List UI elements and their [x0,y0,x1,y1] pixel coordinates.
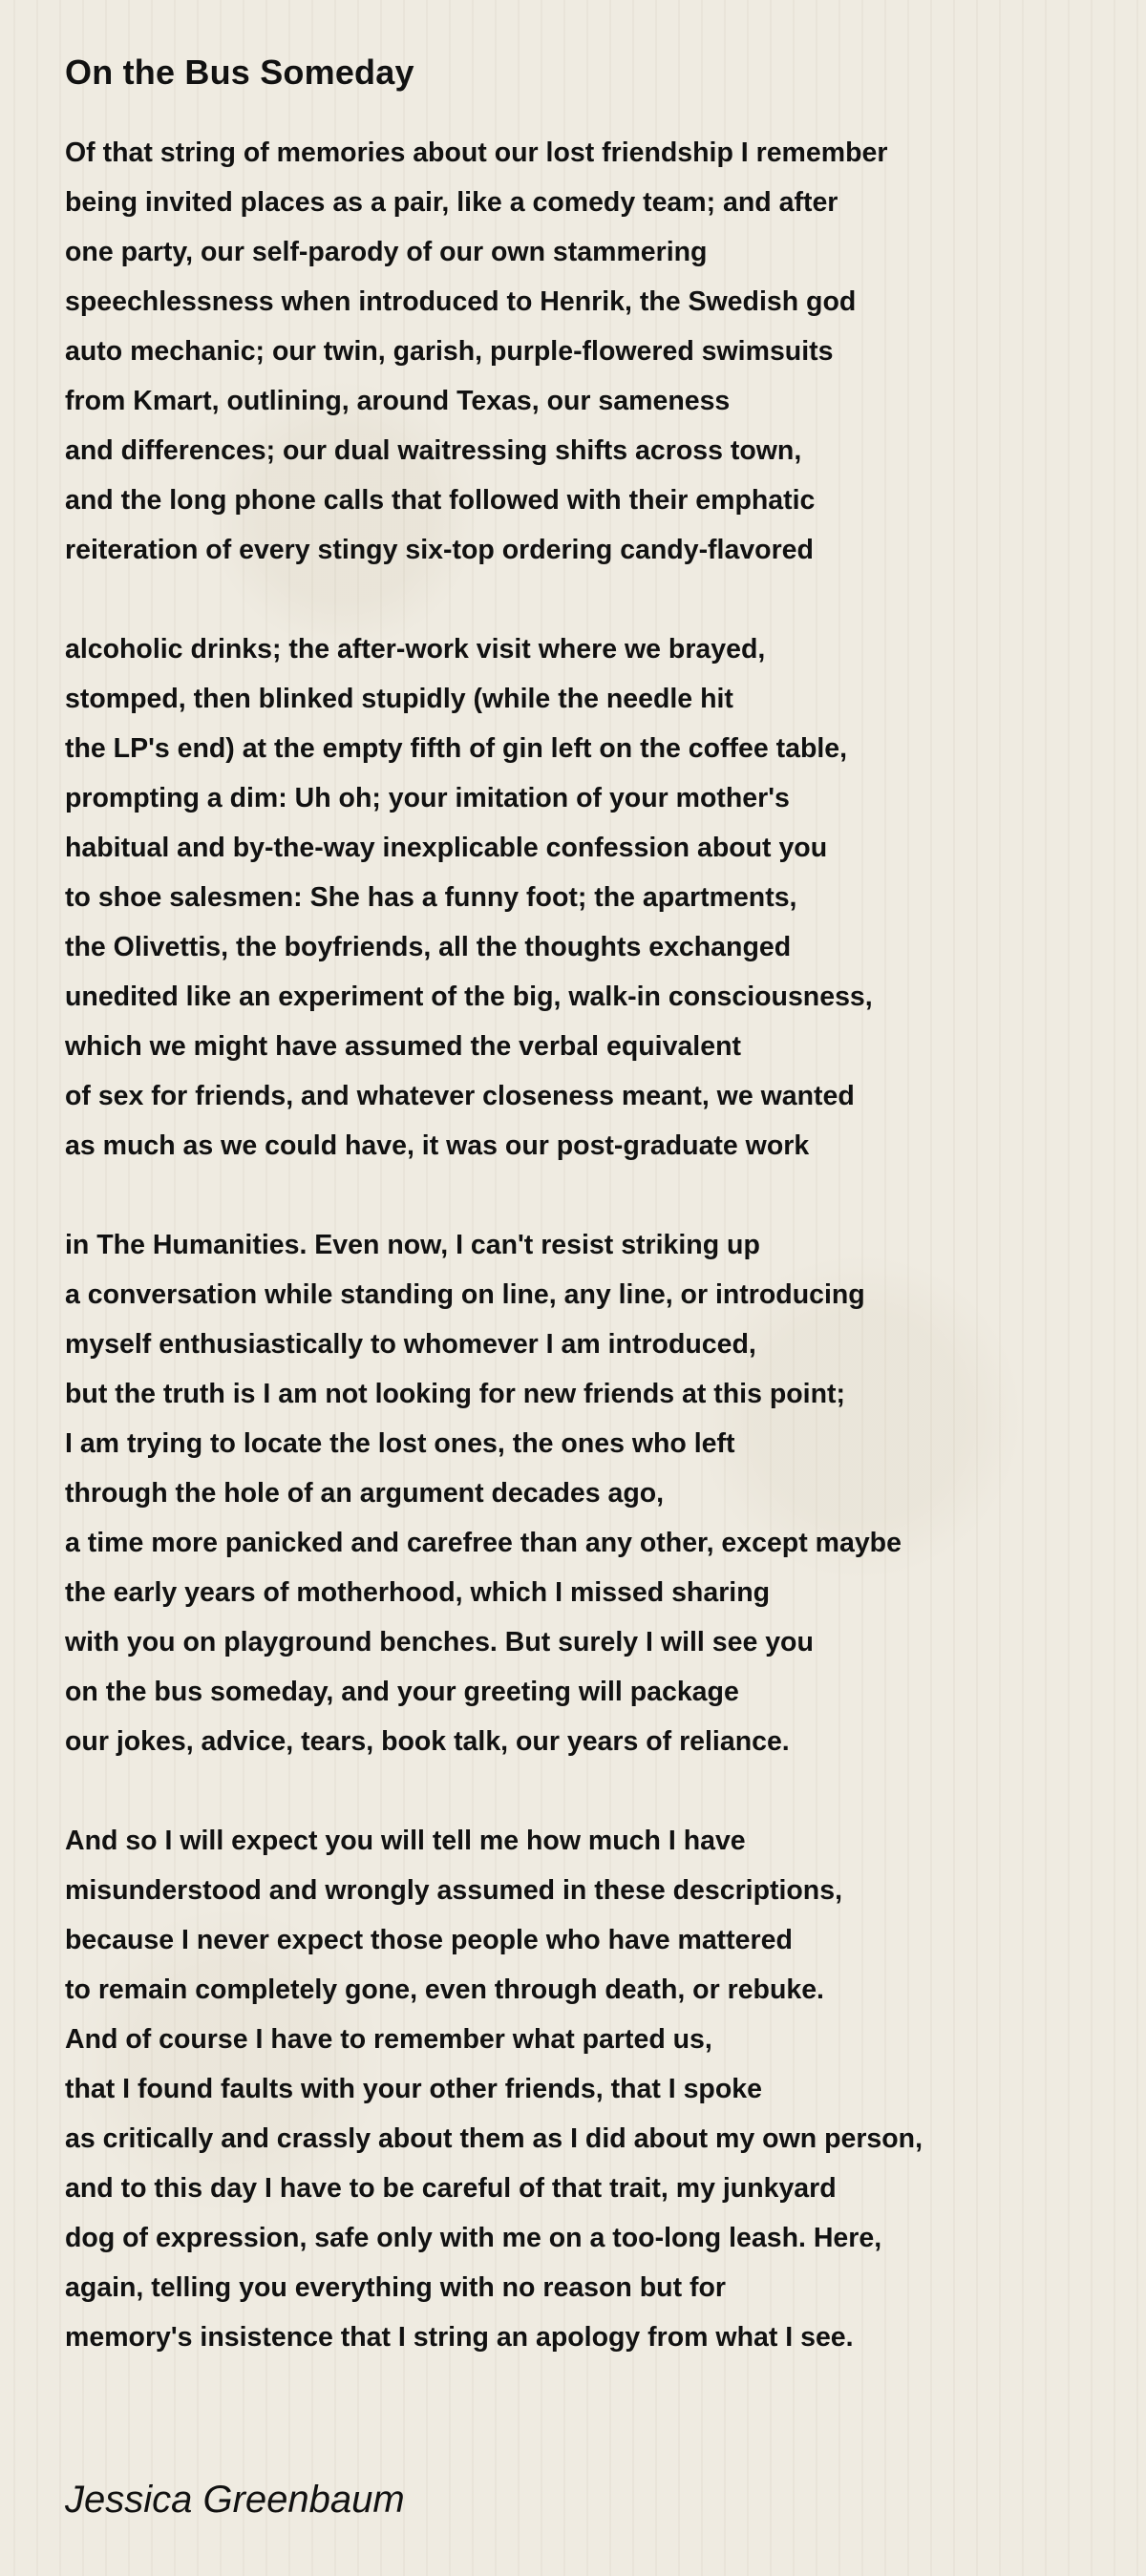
poem-line: our jokes, advice, tears, book talk, our years of reliance. [65,1726,790,1757]
poem-line: to shoe salesmen: She has a funny foot; the apartments, [65,882,797,913]
poem-line: misunderstood and wrongly assumed in these descriptions, [65,1875,842,1906]
poem-line: memory's insistence that I string an apology from what I see. [65,2322,854,2353]
poem-line: on the bus someday, and your greeting will package [65,1677,739,1707]
poem-line: reiteration of every stingy six-top ordering candy-flavored [65,535,814,565]
poem-line: but the truth is I am not looking for new friends at this point; [65,1379,845,1409]
poem-line: prompting a dim: Uh oh; your imitation of your mother's [65,783,790,813]
poem-line: a conversation while standing on line, any line, or introducing [65,1279,865,1310]
poem-page [65,50,1106,2412]
poem-stanza [65,1816,1106,2362]
poem-line: in The Humanities. Even now, I can't resist striking up [65,1230,760,1260]
poem-line: as much as we could have, it was our post-graduate work [65,1130,810,1161]
poem-line: alcoholic drinks; the after-work visit where we brayed, [65,634,766,665]
poem-line: and differences; our dual waitressing shifts across town, [65,435,802,466]
poem-line: again, telling you everything with no reason but for [65,2272,726,2303]
poem-line: myself enthusiastically to whomever I am introduced, [65,1329,756,1360]
poem-line: that I found faults with your other friends, that I spoke [65,2074,762,2104]
poem-title: On the Bus Someday [65,53,414,92]
poem-line: habitual and by-the-way inexplicable confession about you [65,833,828,863]
poem-line: auto mechanic; our twin, garish, purple-flowered swimsuits [65,336,834,367]
poem-line: a time more panicked and carefree than any other, except maybe [65,1528,902,1558]
poem-line: Of that string of memories about our lost friendship I remember [65,137,888,168]
poem-line: to remain completely gone, even through death, or rebuke. [65,1974,824,2005]
poem-body [65,128,1106,2362]
poem-stanza [65,128,1106,575]
poem-line: and the long phone calls that followed with their emphatic [65,485,816,516]
poem-line: the LP's end) at the empty fifth of gin left on the coffee table, [65,733,848,764]
poem-line: And so I will expect you will tell me how much I have [65,1826,746,1856]
poem-stanza [65,1220,1106,1766]
poem-line: and to this day I have to be careful of that trait, my junkyard [65,2173,837,2204]
poem-stanza [65,624,1106,1171]
poem-line: And of course I have to remember what parted us, [65,2024,712,2055]
poem-line: stomped, then blinked stupidly (while the needle hit [65,684,733,714]
poem-line: the early years of motherhood, which I missed sharing [65,1577,771,1608]
poem-line: from Kmart, outlining, around Texas, our sameness [65,386,731,416]
poem-line: being invited places as a pair, like a comedy team; and after [65,187,838,218]
poem-line: dog of expression, safe only with me on a too-long leash. Here, [65,2223,882,2253]
poem-line: through the hole of an argument decades ago, [65,1478,665,1509]
poem-line: because I never expect those people who have mattered [65,1925,793,1955]
poem-line: I am trying to locate the lost ones, the ones who left [65,1428,735,1459]
poem-line: speechlessness when introduced to Henrik, the Swedish god [65,286,857,317]
poem-line: with you on playground benches. But surely I will see you [65,1627,814,1658]
poem-line: the Olivettis, the boyfriends, all the thoughts exchanged [65,932,792,962]
poem-line: one party, our self-parody of our own stammering [65,237,708,267]
poem-author: Jessica Greenbaum [65,2479,405,2521]
poem-line: unedited like an experiment of the big, walk-in consciousness, [65,982,873,1012]
poem-line: which we might have assumed the verbal equivalent [65,1031,741,1062]
poem-line: as critically and crassly about them as I did about my own person, [65,2123,923,2154]
poem-line: of sex for friends, and whatever closeness meant, we wanted [65,1081,855,1111]
